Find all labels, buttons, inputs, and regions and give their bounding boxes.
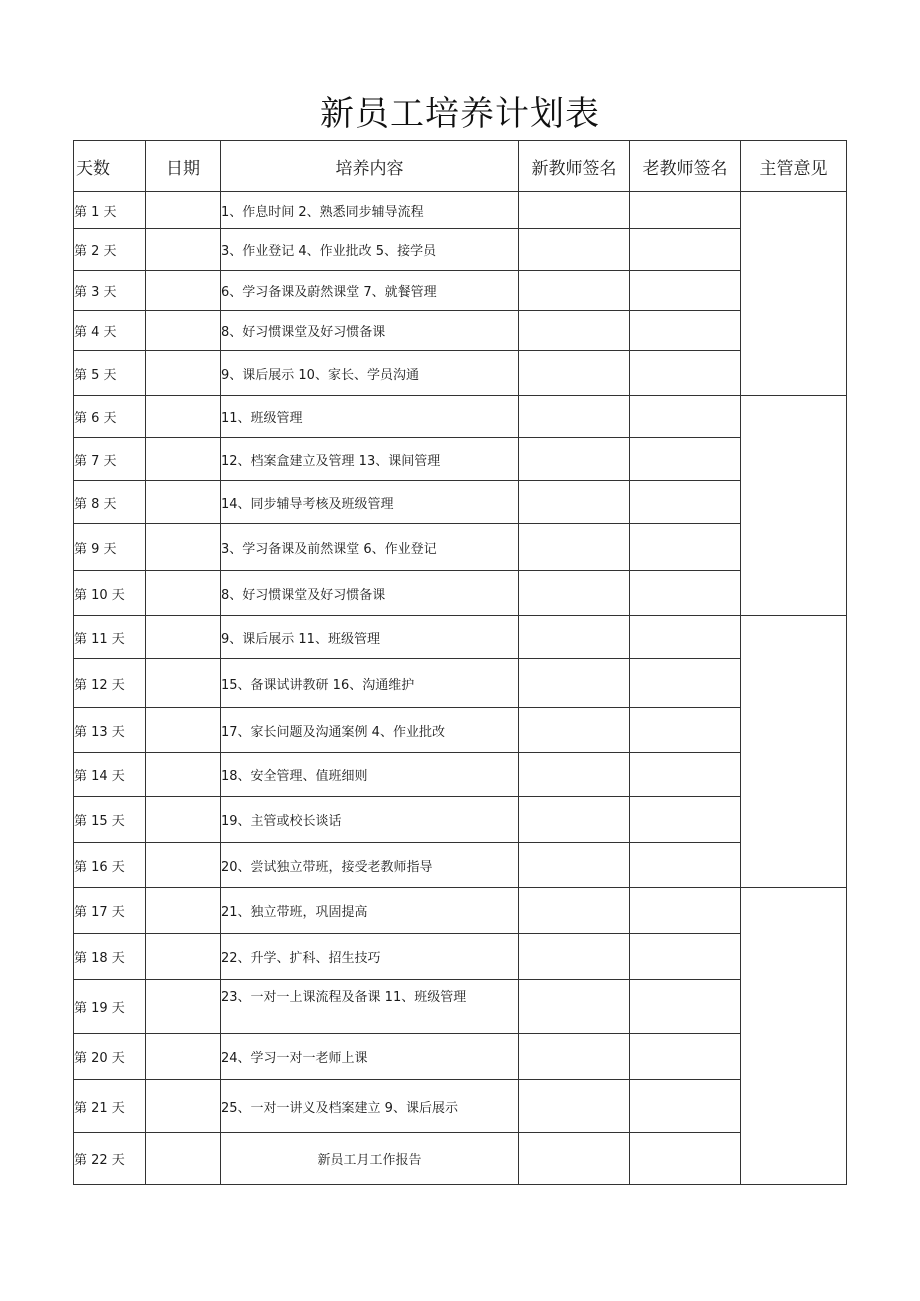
old-teacher-sign-cell[interactable]	[630, 229, 741, 271]
content-cell: 8、好习惯课堂及好习惯备课	[221, 571, 519, 616]
content-cell: 23、一对一上课流程及备课 11、班级管理	[221, 980, 519, 1034]
table-row	[74, 481, 847, 524]
new-teacher-sign-cell[interactable]	[519, 192, 630, 229]
table-row	[74, 311, 847, 351]
day-cell: 第 19 天	[74, 980, 146, 1034]
content-cell: 新员工月工作报告	[221, 1133, 519, 1185]
new-teacher-sign-cell[interactable]	[519, 396, 630, 438]
new-teacher-sign-cell[interactable]	[519, 980, 630, 1034]
day-cell: 第 17 天	[74, 888, 146, 934]
header-new-teacher-sign: 新教师签名	[519, 141, 630, 192]
new-teacher-sign-cell[interactable]	[519, 843, 630, 888]
content-cell: 12、档案盒建立及管理 13、课间管理	[221, 438, 519, 481]
content-cell: 1、作息时间 2、熟悉同步辅导流程	[221, 192, 519, 229]
day-cell: 第 7 天	[74, 438, 146, 481]
table-row	[74, 659, 847, 708]
page-title: 新员工培养计划表	[320, 94, 600, 134]
table-row	[74, 708, 847, 753]
date-cell[interactable]	[146, 571, 221, 616]
content-cell: 24、学习一对一老师上课	[221, 1034, 519, 1080]
day-cell: 第 1 天	[74, 192, 146, 229]
old-teacher-sign-cell[interactable]	[630, 571, 741, 616]
old-teacher-sign-cell[interactable]	[630, 843, 741, 888]
new-teacher-sign-cell[interactable]	[519, 708, 630, 753]
day-cell: 第 12 天	[74, 659, 146, 708]
content-cell: 19、主管或校长谈话	[221, 797, 519, 843]
table-row	[74, 1133, 847, 1185]
content-cell: 8、好习惯课堂及好习惯备课	[221, 311, 519, 351]
content-cell: 11、班级管理	[221, 396, 519, 438]
header-supervisor-opinion: 主管意见	[741, 141, 847, 192]
new-teacher-sign-cell[interactable]	[519, 229, 630, 271]
training-plan-table	[73, 140, 847, 1185]
table-row	[74, 980, 847, 1034]
day-cell: 第 4 天	[74, 311, 146, 351]
table-row	[74, 271, 847, 311]
table-row	[74, 571, 847, 616]
new-teacher-sign-cell[interactable]	[519, 616, 630, 659]
table-row	[74, 229, 847, 271]
date-cell[interactable]	[146, 708, 221, 753]
date-cell[interactable]	[146, 192, 221, 229]
date-cell[interactable]	[146, 438, 221, 481]
new-teacher-sign-cell[interactable]	[519, 659, 630, 708]
date-cell[interactable]	[146, 659, 221, 708]
content-cell: 21、独立带班，巩固提高	[221, 888, 519, 934]
new-teacher-sign-cell[interactable]	[519, 934, 630, 980]
day-cell: 第 9 天	[74, 524, 146, 571]
header-content: 培养内容	[221, 141, 519, 192]
table-row	[74, 351, 847, 396]
table-row	[74, 934, 847, 980]
date-cell[interactable]	[146, 616, 221, 659]
new-teacher-sign-cell[interactable]	[519, 438, 630, 481]
old-teacher-sign-cell[interactable]	[630, 311, 741, 351]
table-row	[74, 438, 847, 481]
old-teacher-sign-cell[interactable]	[630, 616, 741, 659]
old-teacher-sign-cell[interactable]	[630, 753, 741, 797]
content-cell: 15、备课试讲教研 16、沟通维护	[221, 659, 519, 708]
day-cell: 第 16 天	[74, 843, 146, 888]
table-row	[74, 524, 847, 571]
content-cell: 20、尝试独立带班，接受老教师指导	[221, 843, 519, 888]
date-cell[interactable]	[146, 753, 221, 797]
day-cell: 第 14 天	[74, 753, 146, 797]
day-cell: 第 22 天	[74, 1133, 146, 1185]
day-cell: 第 11 天	[74, 616, 146, 659]
header-day: 天数	[74, 141, 146, 192]
content-cell: 6、学习备课及蔚然课堂 7、就餐管理	[221, 271, 519, 311]
content-cell: 3、学习备课及前然课堂 6、作业登记	[221, 524, 519, 571]
header-row	[74, 141, 847, 192]
content-cell: 3、作业登记 4、作业批改 5、接学员	[221, 229, 519, 271]
date-cell[interactable]	[146, 797, 221, 843]
day-cell: 第 6 天	[74, 396, 146, 438]
day-cell: 第 20 天	[74, 1034, 146, 1080]
date-cell[interactable]	[146, 980, 221, 1034]
date-cell[interactable]	[146, 396, 221, 438]
table-row	[74, 843, 847, 888]
date-cell[interactable]	[146, 481, 221, 524]
old-teacher-sign-cell[interactable]	[630, 888, 741, 934]
supervisor-opinion-cell[interactable]	[741, 192, 847, 396]
day-cell: 第 5 天	[74, 351, 146, 396]
date-cell[interactable]	[146, 351, 221, 396]
table-row	[74, 192, 847, 229]
old-teacher-sign-cell[interactable]	[630, 934, 741, 980]
old-teacher-sign-cell[interactable]	[630, 481, 741, 524]
new-teacher-sign-cell[interactable]	[519, 481, 630, 524]
date-cell[interactable]	[146, 1034, 221, 1080]
day-cell: 第 13 天	[74, 708, 146, 753]
new-teacher-sign-cell[interactable]	[519, 271, 630, 311]
new-teacher-sign-cell[interactable]	[519, 1034, 630, 1080]
old-teacher-sign-cell[interactable]	[630, 1133, 741, 1185]
content-cell: 9、课后展示 10、家长、学员沟通	[221, 351, 519, 396]
content-cell: 17、家长问题及沟通案例 4、作业批改	[221, 708, 519, 753]
content-cell: 18、安全管理、值班细则	[221, 753, 519, 797]
date-cell[interactable]	[146, 229, 221, 271]
content-cell: 9、课后展示 11、班级管理	[221, 616, 519, 659]
new-teacher-sign-cell[interactable]	[519, 524, 630, 571]
date-cell[interactable]	[146, 1133, 221, 1185]
old-teacher-sign-cell[interactable]	[630, 980, 741, 1034]
new-teacher-sign-cell[interactable]	[519, 753, 630, 797]
table-row	[74, 396, 847, 438]
date-cell[interactable]	[146, 311, 221, 351]
old-teacher-sign-cell[interactable]	[630, 659, 741, 708]
day-cell: 第 2 天	[74, 229, 146, 271]
new-teacher-sign-cell[interactable]	[519, 351, 630, 396]
old-teacher-sign-cell[interactable]	[630, 192, 741, 229]
old-teacher-sign-cell[interactable]	[630, 797, 741, 843]
new-teacher-sign-cell[interactable]	[519, 797, 630, 843]
old-teacher-sign-cell[interactable]	[630, 1034, 741, 1080]
old-teacher-sign-cell[interactable]	[630, 396, 741, 438]
supervisor-opinion-cell[interactable]	[741, 396, 847, 616]
table-row	[74, 1034, 847, 1080]
day-cell: 第 8 天	[74, 481, 146, 524]
new-teacher-sign-cell[interactable]	[519, 1133, 630, 1185]
table-row	[74, 1080, 847, 1133]
day-cell: 第 21 天	[74, 1080, 146, 1133]
day-cell: 第 3 天	[74, 271, 146, 311]
old-teacher-sign-cell[interactable]	[630, 271, 741, 311]
date-cell[interactable]	[146, 888, 221, 934]
old-teacher-sign-cell[interactable]	[630, 524, 741, 571]
table-row	[74, 888, 847, 934]
table-row	[74, 753, 847, 797]
new-teacher-sign-cell[interactable]	[519, 571, 630, 616]
header-old-teacher-sign: 老教师签名	[630, 141, 741, 192]
supervisor-opinion-cell[interactable]	[741, 888, 847, 1185]
supervisor-opinion-cell[interactable]	[741, 616, 847, 888]
old-teacher-sign-cell[interactable]	[630, 708, 741, 753]
content-cell: 25、一对一讲义及档案建立 9、课后展示	[221, 1080, 519, 1133]
date-cell[interactable]	[146, 1080, 221, 1133]
day-cell: 第 10 天	[74, 571, 146, 616]
content-cell: 22、升学、扩科、招生技巧	[221, 934, 519, 980]
table-row	[74, 616, 847, 659]
header-date: 日期	[146, 141, 221, 192]
date-cell[interactable]	[146, 934, 221, 980]
day-cell: 第 18 天	[74, 934, 146, 980]
content-cell: 14、同步辅导考核及班级管理	[221, 481, 519, 524]
old-teacher-sign-cell[interactable]	[630, 1080, 741, 1133]
new-teacher-sign-cell[interactable]	[519, 888, 630, 934]
new-teacher-sign-cell[interactable]	[519, 1080, 630, 1133]
old-teacher-sign-cell[interactable]	[630, 351, 741, 396]
day-cell: 第 15 天	[74, 797, 146, 843]
new-teacher-sign-cell[interactable]	[519, 311, 630, 351]
date-cell[interactable]	[146, 843, 221, 888]
old-teacher-sign-cell[interactable]	[630, 438, 741, 481]
date-cell[interactable]	[146, 524, 221, 571]
date-cell[interactable]	[146, 271, 221, 311]
table-row	[74, 797, 847, 843]
